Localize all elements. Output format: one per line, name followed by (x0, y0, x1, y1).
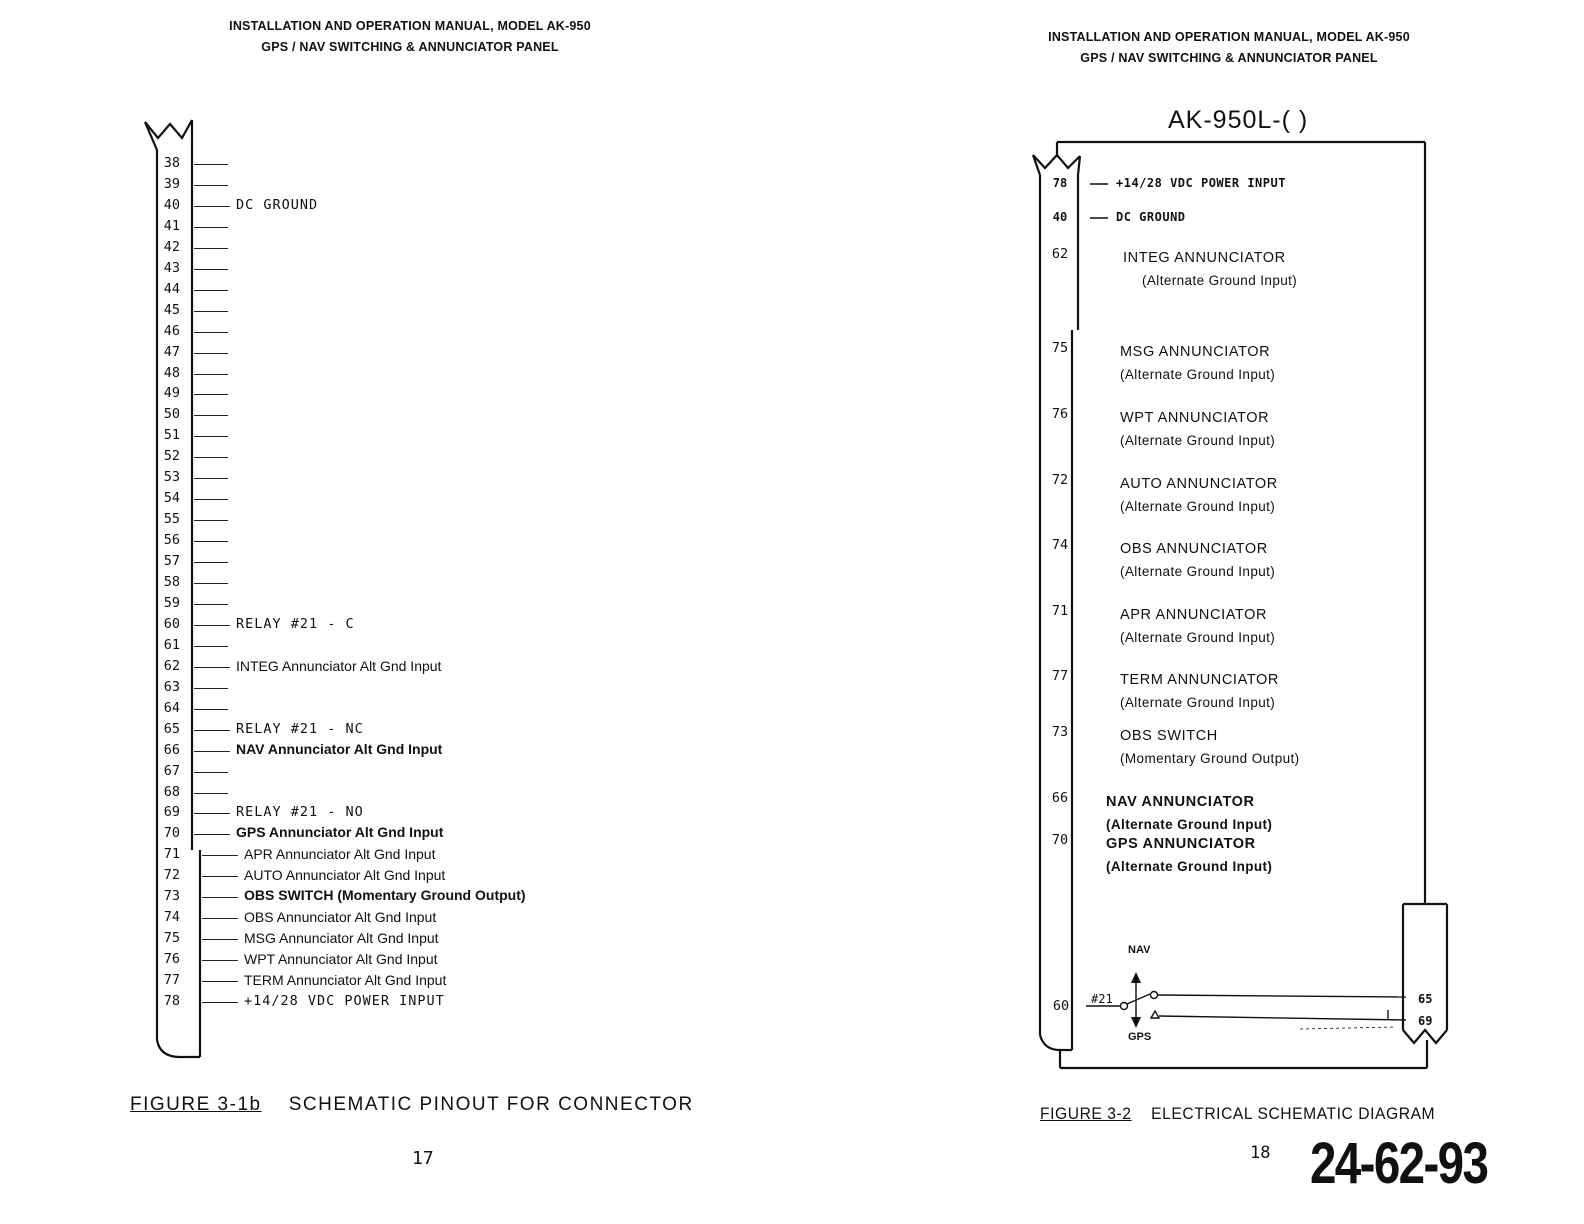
right-connection-subtitle: (Alternate Ground Input) (1120, 564, 1276, 579)
right-connection-subtitle: (Alternate Ground Input) (1142, 273, 1298, 288)
left-pin-label: RELAY #21 - NC (236, 720, 364, 737)
left-pin-number: 75 (163, 930, 180, 947)
relay-gps-label: GPS (1128, 1031, 1152, 1043)
right-pin-number: 66 (1051, 790, 1069, 806)
right-connection-name: INTEG ANNUNCIATOR (1123, 250, 1286, 266)
left-pin-number: 44 (163, 280, 180, 297)
left-pin-number: 49 (163, 385, 180, 402)
left-pin-label: AUTO Annunciator Alt Gnd Input (244, 867, 446, 884)
left-pin-number: 72 (163, 867, 180, 884)
document-number: 24-62-93 (1310, 1131, 1488, 1196)
left-pin-number: 41 (163, 217, 180, 234)
left-pin-number: 51 (163, 427, 180, 444)
left-pin-label: TERM Annunciator Alt Gnd Input (244, 972, 447, 989)
left-pin-number: 50 (163, 406, 180, 423)
right-connection-name: NAV ANNUNCIATOR (1106, 794, 1255, 810)
left-pin-number: 53 (163, 469, 180, 486)
left-pin-number: 65 (163, 720, 180, 737)
right-connection-subtitle: (Alternate Ground Input) (1120, 630, 1276, 645)
left-pin-label: OBS SWITCH (Momentary Ground Output) (244, 887, 526, 904)
left-pin-number: 62 (163, 657, 180, 674)
left-pin-label: APR Annunciator Alt Gnd Input (244, 846, 436, 863)
left-pin-number: 77 (163, 972, 180, 989)
left-pin-label: RELAY #21 - C (236, 615, 355, 632)
right-figure-label: FIGURE 3-2 (1040, 1104, 1132, 1123)
right-pin-number: 71 (1051, 603, 1069, 619)
left-pin-number: 68 (163, 783, 180, 800)
left-pin-label: WPT Annunciator Alt Gnd Input (244, 951, 438, 968)
left-pin-label: DC GROUND (236, 196, 319, 213)
left-pin-number: 46 (163, 322, 180, 339)
right-connection-subtitle: (Alternate Ground Input) (1120, 499, 1276, 514)
left-pin-number: 55 (163, 511, 180, 528)
right-pin-number: 75 (1051, 340, 1069, 356)
right-pin-number: 77 (1051, 668, 1069, 684)
left-pin-number: 56 (163, 532, 180, 549)
right-connection-subtitle: (Alternate Ground Input) (1120, 433, 1276, 448)
left-pin-number: 58 (163, 574, 180, 590)
left-header-line2: GPS / NAV SWITCHING & ANNUNCIATOR PANEL (261, 40, 559, 54)
left-pin-number: 48 (163, 364, 180, 381)
right-connection-subtitle: (Alternate Ground Input) (1120, 367, 1276, 382)
right-pin-number: 40 (1052, 210, 1068, 224)
left-pin-label: NAV Annunciator Alt Gnd Input (236, 740, 443, 757)
right-connection-name: OBS SWITCH (1120, 728, 1218, 744)
right-connection-subtitle: (Alternate Ground Input) (1120, 695, 1276, 710)
left-pin-number: 66 (163, 741, 180, 758)
left-pin-label: GPS Annunciator Alt Gnd Input (236, 824, 444, 841)
right-pin-number: 74 (1051, 537, 1069, 553)
relay-common-pin: 60 (1052, 998, 1070, 1014)
right-figure-caption (1040, 1104, 1435, 1124)
left-pin-number: 60 (163, 615, 180, 632)
left-pin-number: 74 (163, 909, 180, 926)
relay-label: #21 (1091, 992, 1113, 1006)
left-pin-number: 54 (163, 490, 180, 507)
right-connection-subtitle: (Momentary Ground Output) (1120, 751, 1300, 766)
right-connection-name: APR ANNUNCIATOR (1120, 607, 1268, 623)
relay-no-pin: 69 (1418, 1014, 1433, 1028)
right-page-number: 18 (1250, 1143, 1271, 1163)
left-pin-number: 45 (163, 301, 180, 318)
left-pin-number: 47 (163, 343, 180, 360)
left-pin-number: 57 (163, 553, 180, 570)
left-pin-number: 78 (163, 993, 180, 1009)
right-header-line2: GPS / NAV SWITCHING & ANNUNCIATOR PANEL (1080, 51, 1378, 65)
right-connection-name: GPS ANNUNCIATOR (1106, 836, 1256, 852)
relay-nc-pin: 65 (1418, 992, 1433, 1006)
right-figure-title: ELECTRICAL SCHEMATIC DIAGRAM (1151, 1104, 1436, 1123)
left-page-number: 17 (412, 1148, 434, 1169)
right-connection-subtitle: (Alternate Ground Input) (1106, 817, 1273, 832)
left-pin-number: 71 (163, 846, 180, 863)
left-header-line1: INSTALLATION AND OPERATION MANUAL, MODEL AK-950 (229, 19, 591, 33)
right-pin-number: 76 (1051, 406, 1069, 422)
right-pin-number: 78 (1052, 176, 1068, 190)
left-pin-number: 69 (163, 804, 180, 821)
right-pin-number: 70 (1051, 832, 1069, 848)
right-pin-number: 73 (1051, 724, 1069, 740)
left-pin-number: 43 (163, 259, 180, 276)
left-pin-number: 39 (163, 175, 180, 192)
left-figure-title: SCHEMATIC PINOUT FOR CONNECTOR (288, 1094, 694, 1115)
left-pin-number: 67 (163, 762, 180, 779)
right-connection-name: OBS ANNUNCIATOR (1120, 541, 1268, 557)
left-pin-label: +14/28 VDC POWER INPUT (244, 993, 445, 1009)
right-connection-name: WPT ANNUNCIATOR (1120, 410, 1270, 426)
left-pin-number: 70 (163, 825, 180, 842)
relay-nav-label: NAV (1128, 944, 1151, 956)
left-pin-number: 52 (163, 448, 180, 465)
left-pin-number: 64 (163, 699, 180, 716)
unit-title: AK-950L-( ) (1168, 106, 1309, 134)
left-pin-number: 40 (163, 196, 180, 213)
left-pin-number: 42 (163, 238, 180, 255)
left-pin-number: 61 (163, 636, 180, 653)
left-figure-label: FIGURE 3-1b (130, 1094, 262, 1115)
right-connection-name: MSG ANNUNCIATOR (1120, 344, 1271, 360)
right-connection-name: TERM ANNUNCIATOR (1120, 672, 1279, 688)
left-pin-number: 63 (163, 678, 180, 695)
left-pin-number: 59 (163, 594, 180, 611)
right-pin-number: 72 (1051, 472, 1069, 488)
left-pin-label: INTEG Annunciator Alt Gnd Input (236, 657, 442, 674)
left-pin-number: 76 (163, 951, 180, 968)
right-pin-number: 62 (1051, 246, 1069, 262)
right-header-line1: INSTALLATION AND OPERATION MANUAL, MODEL AK-950 (1048, 30, 1410, 44)
right-connection-name: AUTO ANNUNCIATOR (1120, 476, 1278, 492)
right-connection-name: +14/28 VDC POWER INPUT (1116, 176, 1286, 190)
left-pin-number: 73 (163, 888, 180, 905)
left-pin-label: OBS Annunciator Alt Gnd Input (244, 909, 437, 926)
left-pin-label: RELAY #21 - NO (236, 804, 364, 821)
right-connection-subtitle: (Alternate Ground Input) (1106, 859, 1273, 874)
right-connection-name: DC GROUND (1116, 210, 1186, 224)
left-pin-label: MSG Annunciator Alt Gnd Input (244, 930, 439, 947)
left-pin-number: 38 (163, 155, 180, 171)
